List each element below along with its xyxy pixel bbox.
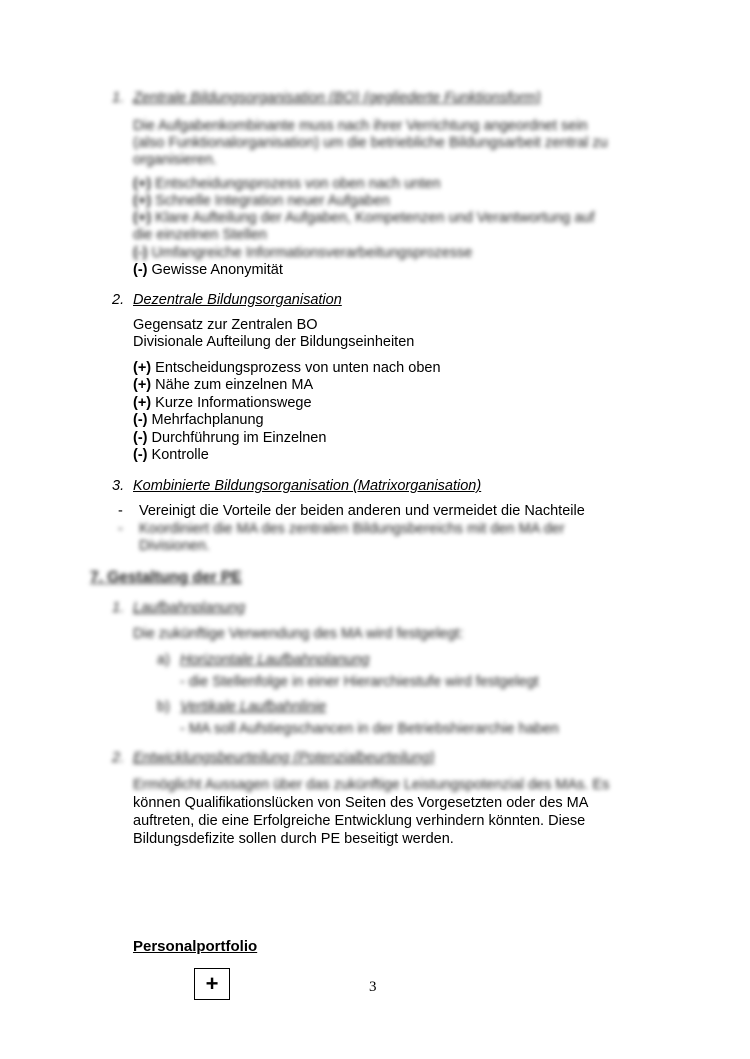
list-item: (+) Schnelle Integration neuer Aufgaben xyxy=(133,193,390,209)
list-item: (-) Umfangreiche Informationsverarbeitungsprozesse xyxy=(133,245,473,261)
subsection-2-title: Entwicklungsbeurteilung (Potenzialbeurteilung) xyxy=(133,750,435,766)
section-1-title: Zentrale Bildungsorganisation (BO) (gegliederte Funktionsform) xyxy=(133,90,541,106)
section-2-desc-line: Divisionale Aufteilung der Bildungseinheiten xyxy=(133,334,415,350)
section-3-number: 3. xyxy=(112,478,125,494)
section-1-desc-line: (also Funktionalorganisation) um die betriebliche Bildungsarbeit zentral zu xyxy=(133,135,608,151)
sub-item-desc: - die Stellenfolge in einer Hierarchiestufe wird festgelegt xyxy=(180,674,539,690)
list-item: (+) Nähe zum einzelnen MA xyxy=(133,377,314,393)
bullet-dash: - xyxy=(118,521,123,537)
subsection-1-number: 1. xyxy=(112,600,125,616)
section-1-desc-line: Die Aufgabenkombinante muss nach ihrer Verrichtung angeordnet sein xyxy=(133,118,588,134)
list-item: (-) Kontrolle xyxy=(133,447,209,463)
list-item: (+) Klare Aufteilung der Aufgaben, Kompetenzen und Verantwortung auf xyxy=(133,210,595,226)
sub-item-title: Vertikale Laufbahnlinie xyxy=(180,699,327,715)
subsection-1-desc: Die zukünftige Verwendung des MA wird festgelegt: xyxy=(133,626,464,642)
list-item: (-) Gewisse Anonymität xyxy=(133,262,283,278)
sub-item-desc: - MA soll Aufstiegschancen in der Betriebshierarchie haben xyxy=(180,721,559,737)
paragraph-line: Ermöglicht Aussagen über das zukünftige Leistungspotenzial des MAs. Es xyxy=(133,777,610,793)
list-item: (+) Kurze Informationswege xyxy=(133,395,312,411)
bullet-text: Divisionen. xyxy=(139,538,210,554)
section-2-desc-line: Gegensatz zur Zentralen BO xyxy=(133,317,318,333)
section-1-desc-line: organisieren. xyxy=(133,152,217,168)
subsection-2-number: 2. xyxy=(112,750,125,766)
portfolio-title: Personalportfolio xyxy=(133,938,258,955)
page-number: 3 xyxy=(369,979,377,995)
list-item: die einzelnen Stellen xyxy=(133,227,267,243)
section-3-title: Kombinierte Bildungsorganisation (Matrixorganisation) xyxy=(133,478,482,494)
section-7-heading: 7. Gestaltung der PE xyxy=(90,569,242,586)
list-item: (-) Durchführung im Einzelnen xyxy=(133,430,327,446)
bullet-text: Vereinigt die Vorteile der beiden anderen und vermeidet die Nachteile xyxy=(139,503,585,519)
subsection-1-title: Laufbahnplanung xyxy=(133,600,246,616)
list-item: (+) Entscheidungsprozess von oben nach unten xyxy=(133,176,441,192)
list-item: (+) Entscheidungsprozess von unten nach oben xyxy=(133,360,441,376)
paragraph-line: Bildungsdefizite sollen durch PE beseitigt werden. xyxy=(133,831,454,847)
portfolio-plus-box: + xyxy=(194,968,230,1000)
paragraph-line: können Qualifikationslücken von Seiten des Vorgesetzten oder des MA xyxy=(133,795,589,811)
sub-item-title: Horizontale Laufbahnplanung xyxy=(180,652,370,668)
bullet-text: Koordiniert die MA des zentralen Bildungsbereichs mit den MA der xyxy=(139,521,565,537)
section-2-title: Dezentrale Bildungsorganisation xyxy=(133,292,342,308)
sub-item-label: a) xyxy=(157,652,170,668)
list-item: (-) Mehrfachplanung xyxy=(133,412,264,428)
sub-item-label: b) xyxy=(157,699,170,715)
bullet-dash: - xyxy=(118,503,123,519)
paragraph-line: auftreten, die eine Erfolgreiche Entwicklung verhindern könnten. Diese xyxy=(133,813,586,829)
section-1-number: 1. xyxy=(112,90,125,106)
section-2-number: 2. xyxy=(112,292,125,308)
